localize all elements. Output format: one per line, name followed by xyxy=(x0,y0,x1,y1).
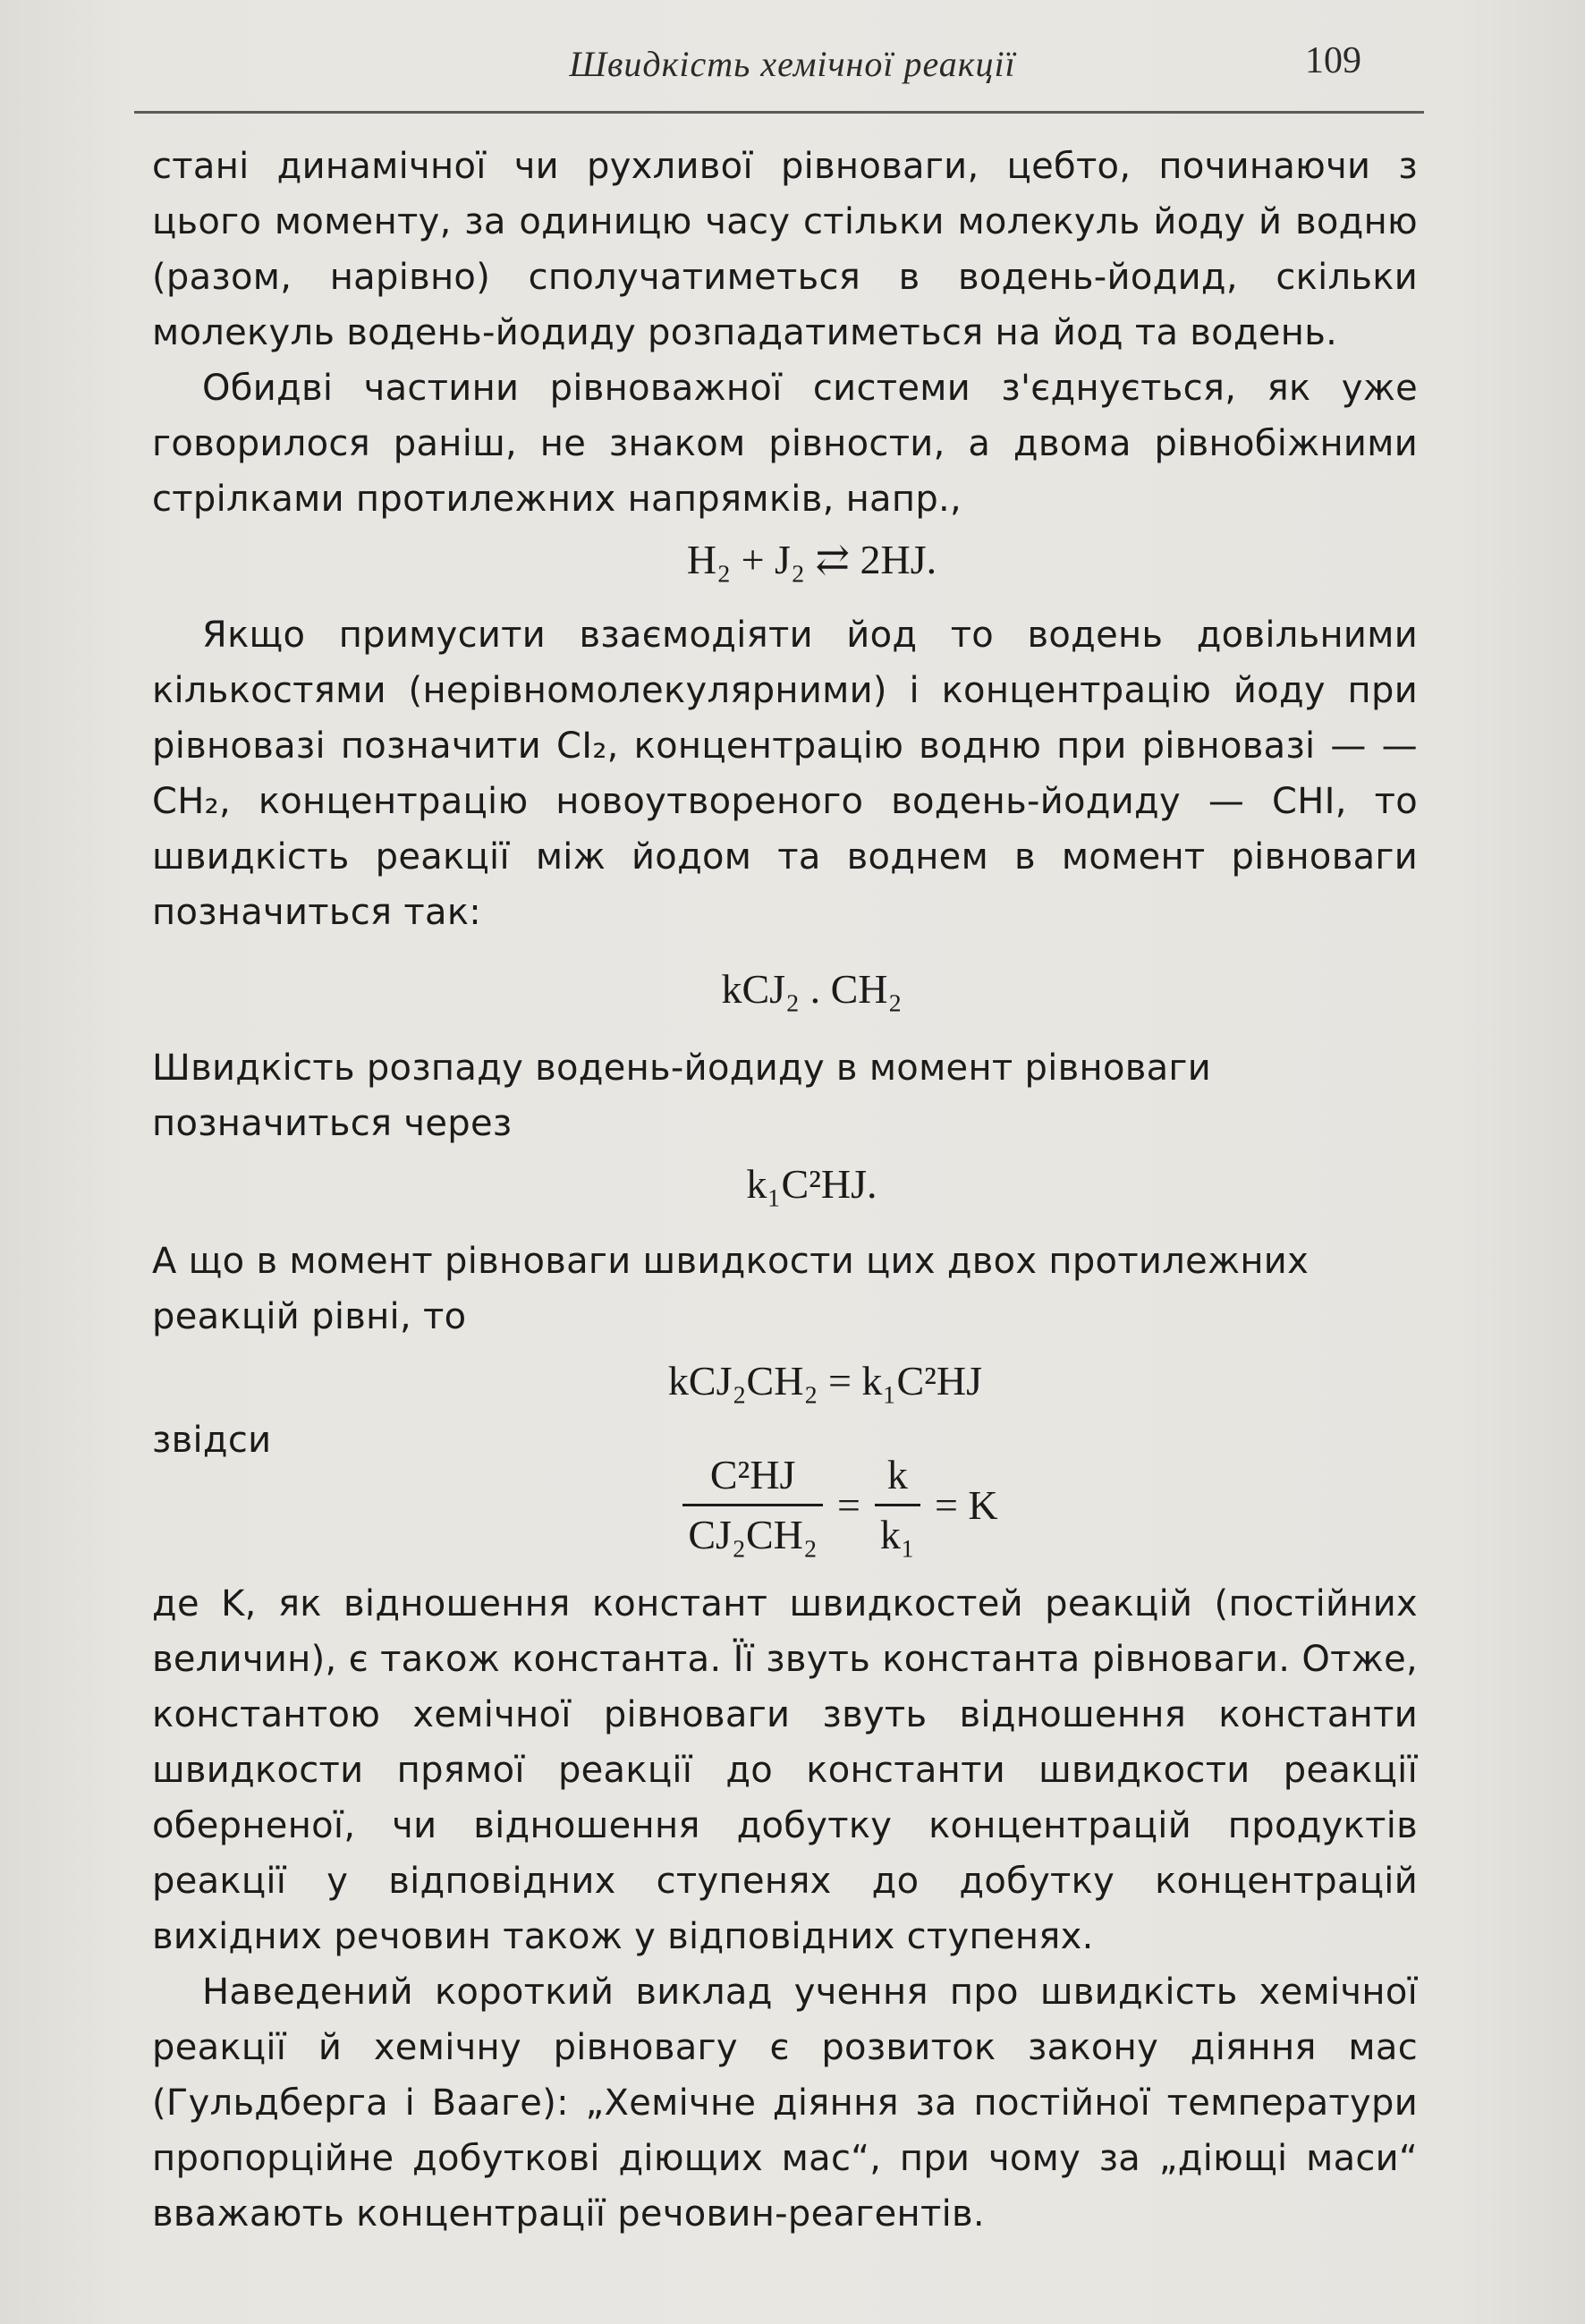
forward-rate-formula: kCJ₂ . CH₂ xyxy=(721,966,903,1012)
paragraph-hence: звідси xyxy=(152,1420,272,1461)
equals-sign: = xyxy=(836,1482,860,1528)
fraction-denominator: CJ₂CH₂ xyxy=(688,1512,818,1557)
fraction-numerator: C²HJ xyxy=(709,1452,796,1497)
fraction-rate-constants xyxy=(875,1450,920,1560)
paragraph-equal-rates: А що в момент рівноваги швидкости цих двох протилежних реакцій рівні, то xyxy=(152,1241,1310,1337)
rate-equality-formula: kCJ₂CH₂ = k₁C²HJ xyxy=(667,1358,983,1404)
paragraph-concentrations: Якщо примусити взаємодіяти йод то водень довільними кількостями (нерівномолекулярними) і концентрацію йоду при рівновазі позначити CI₂, концентрацію водню при рівновазі — — CH₂, концентрацію новоутвореного водень-йодиду — CHI, то швидкість реакції між йодом та воднем в момент рівноваги позначиться так: xyxy=(152,615,1418,933)
equals-k: = K xyxy=(934,1482,998,1528)
header-rule xyxy=(134,111,1424,114)
reverse-rate-formula: k₁C²HJ. xyxy=(746,1161,877,1207)
paragraph-decomposition: Швидкість розпаду водень-йодиду в момент рівноваги позначиться через xyxy=(152,1047,1212,1144)
fraction-denominator: k₁ xyxy=(879,1512,915,1557)
page-header xyxy=(134,27,1451,107)
page-number: 109 xyxy=(1305,40,1361,81)
paragraph-mass-action: Наведений короткий виклад учення про швидкість хемічної реакції й хемічну рівновагу є розвиток закону діяння мас (Гульдберга і Вааге): „Хемічне діяння за постійної температури пропорційне добуткові діющих мас“, при чому за „діющі маси“ вважають концентрації речовин-реагентів. xyxy=(152,1972,1418,2235)
fraction-concentrations xyxy=(682,1450,823,1560)
running-title: Швидкість хемічної реакції xyxy=(569,44,1016,84)
fraction-numerator: k xyxy=(886,1452,908,1497)
paragraph-continuation: стані динамічної чи рухливої рівноваги, цебто, починаючи з цього моменту, за одиницю часу стільки молекуль йоду й водню (разом, нарівно) сполучатиметься в водень-йодид, скільки молекуль водень-йодиду розпадатиметься на йод та водень. xyxy=(152,146,1418,353)
body-text xyxy=(152,139,1418,2242)
paragraph-arrows: Обидві частини рівноважної системи з'єднується, як уже говорилося раніш, не знаком рівности, а двома рівнобіжними стрілками протилежних напрямків, напр., xyxy=(152,368,1418,520)
equilibrium-constant-formula xyxy=(152,1450,1418,1560)
paragraph-definition: де K, як відношення констант швидкостей реакцій (постійних величин), є також константа. Її звуть константа рівноваги. Отже, константою хемічної рівноваги звуть відношення константи швидкости прямої реакції до константи швидкости реакції оберненої, чи відношення добутку концентрацій продуктів реакції у відповідних ступенях до добутку концентрацій вихідних речовин також у відповідних ступенях. xyxy=(152,1583,1418,1957)
reaction-equation: H₂ + J₂ ⇄ 2HJ. xyxy=(686,537,937,582)
